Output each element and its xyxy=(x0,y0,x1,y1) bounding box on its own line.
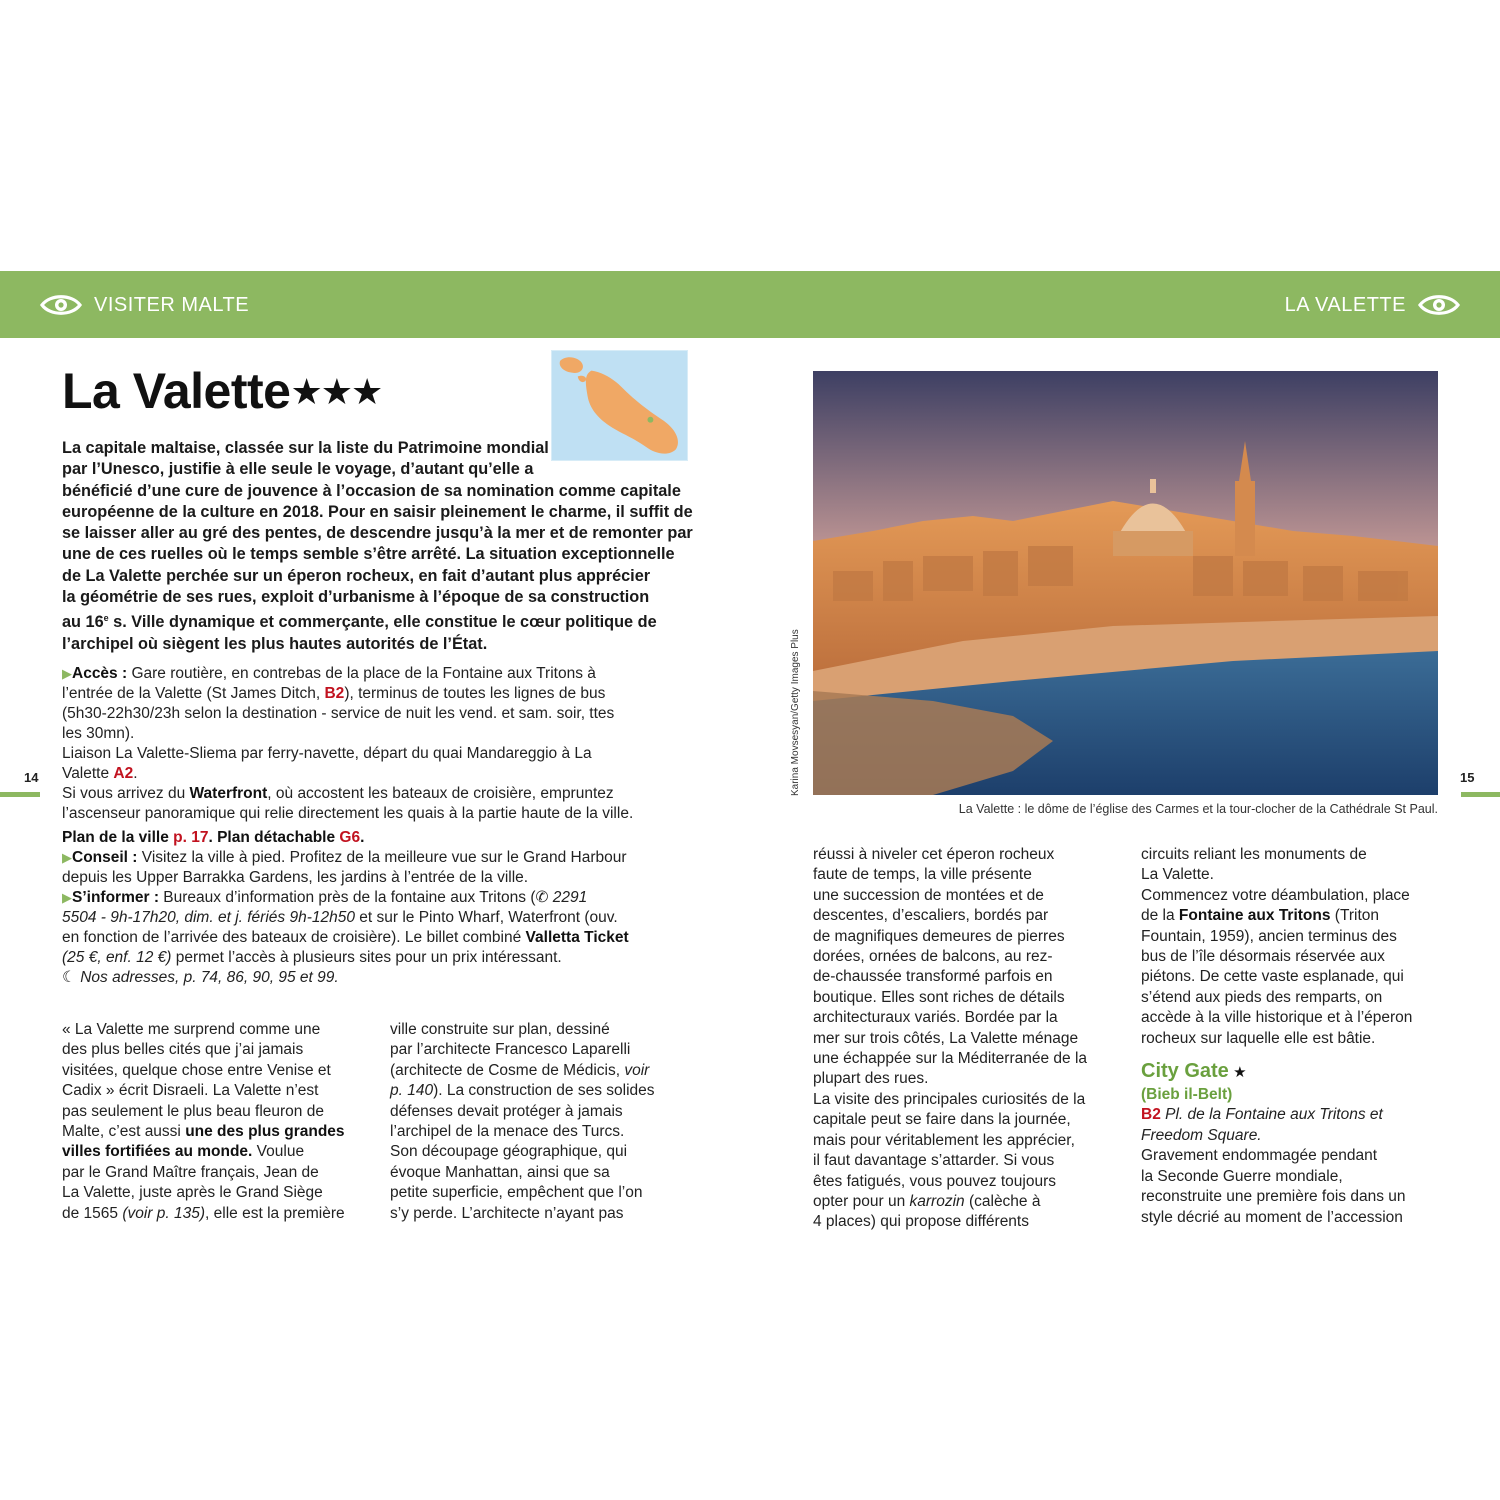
practical-info xyxy=(62,664,692,988)
intro-paragraph xyxy=(62,438,693,655)
ticket-price: (25 €, enf. 12 €) xyxy=(62,949,172,966)
header-band xyxy=(0,271,1500,338)
eye-icon xyxy=(40,293,82,317)
body-line: bus de l’île désormais réservée aux xyxy=(1141,948,1385,966)
body-line: réussi à niveler cet éperon rocheux xyxy=(813,846,1055,863)
city-gate-subtitle: (Bieb il-Belt) xyxy=(1141,1086,1233,1104)
title-text: La Valette xyxy=(62,363,291,419)
body-line: une succession de montées et de xyxy=(813,886,1044,904)
intro-line: une de ces ruelles où le temps semble s’être arrêté. La situation exceptionnelle xyxy=(62,545,675,564)
rating-star: ★ xyxy=(1233,1064,1247,1082)
plan-text: . xyxy=(360,829,365,846)
address-text: Freedom Square. xyxy=(1141,1126,1262,1144)
body-line: l’archipel de la menace des Turcs. xyxy=(390,1123,625,1141)
valletta-photo xyxy=(813,371,1438,795)
acces-text: l’entrée de la Valette (St James Ditch, xyxy=(62,685,325,702)
body-line: s’y perde. L’architecte n’ayant pas xyxy=(390,1204,624,1222)
page-number-right: 15 xyxy=(1460,770,1475,785)
intro-text: au 16 xyxy=(62,613,104,632)
acces-text: Valette xyxy=(62,765,114,782)
body-column-4 xyxy=(1141,845,1446,1228)
body-italic: voir xyxy=(624,1061,650,1079)
body-line: évoque Manhattan, ainsi que sa xyxy=(390,1163,610,1181)
body-line: La Valette, juste après le Grand Siège xyxy=(62,1184,323,1202)
map-reference: G6 xyxy=(339,829,361,846)
valletta-ticket-bold: Valletta Ticket xyxy=(525,929,629,946)
sinformer-label: S’informer : xyxy=(72,889,159,906)
body-line xyxy=(62,1122,362,1142)
arrow-right-icon: ▶ xyxy=(62,850,72,865)
valletta-skyline-image xyxy=(813,371,1438,795)
body-text: opter pour un xyxy=(813,1192,910,1210)
body-bold: villes fortifiées au monde. xyxy=(62,1143,253,1161)
intro-line: de La Valette perchée sur un éperon rocheux, en fait d’autant plus apprécier xyxy=(62,566,651,585)
intro-line: par l’Unesco, justifie à elle seule le voyage, d’autant qu’elle a xyxy=(62,460,534,479)
body-line xyxy=(62,1142,362,1162)
plan-line xyxy=(62,828,692,848)
body-line xyxy=(390,1061,690,1081)
acces-line: (5h30-22h30/23h selon la destination - service de nuit les vend. et sam. soir, ttes xyxy=(62,705,615,722)
acces-text: . xyxy=(133,765,138,782)
body-line: architecturaux variés. Bordée par la xyxy=(813,1009,1058,1027)
body-line: Commencez votre déambulation, place xyxy=(1141,886,1410,904)
plan-text: Plan de la ville xyxy=(62,829,174,846)
intro-line: se laisser aller au gré des pentes, de descendre jusqu’à la mer et de remonter par xyxy=(62,524,693,543)
rating-stars: ★★★ xyxy=(290,371,382,412)
body-line: « La Valette me surprend comme une xyxy=(62,1021,321,1038)
section-header-left xyxy=(40,293,249,317)
body-line xyxy=(62,1204,362,1224)
body-line: rocheux sur laquelle elle est bâtie. xyxy=(1141,1029,1376,1047)
acces-label: Accès : xyxy=(72,665,128,682)
section-label: VISITER MALTE xyxy=(94,293,250,316)
sinformer-text: et sur le Pinto Wharf, Waterfront (ouv. xyxy=(354,909,618,926)
intro-line xyxy=(62,608,690,633)
body-line xyxy=(813,1192,1118,1212)
body-line: style décrié au moment de l’accession xyxy=(1141,1208,1403,1226)
body-line: 4 places) qui propose différents xyxy=(813,1213,1029,1231)
address-line xyxy=(1141,1105,1446,1125)
body-line xyxy=(1141,906,1446,926)
body-line: êtes fatigués, vous pouvez toujours xyxy=(813,1172,1056,1190)
body-line: Fountain, 1959), ancien terminus des xyxy=(1141,927,1397,945)
body-text: Voulue xyxy=(252,1143,305,1161)
body-line: Cadix » écrit Disraeli. La Valette n’est xyxy=(62,1082,319,1100)
chapter-label: LA VALETTE xyxy=(1284,293,1406,316)
opening-hours: 5504 - 9h-17h20, dim. et j. fériés 9h-12h50 xyxy=(62,909,355,926)
body-line: La Valette. xyxy=(1141,866,1214,884)
body-line: des plus belles cités que j’ai jamais xyxy=(62,1041,304,1059)
page-number-left: 14 xyxy=(24,770,39,785)
body-text: de 1565 xyxy=(62,1204,123,1222)
body-line: ville construite sur plan, dessiné xyxy=(390,1021,610,1038)
photo-caption: La Valette : le dôme de l’église des Carmes et la tour-clocher de la Cathédrale St Paul. xyxy=(958,802,1438,816)
map-reference: B2 xyxy=(324,685,345,702)
body-column-2 xyxy=(390,1020,690,1224)
body-column-3 xyxy=(813,845,1118,1233)
addresses-line xyxy=(62,968,692,988)
sinformer-line xyxy=(62,948,692,968)
eye-icon xyxy=(1418,293,1460,317)
plan-text: . Plan détachable xyxy=(208,829,340,846)
body-italic: karrozin xyxy=(909,1192,965,1210)
conseil-text: Visitez la ville à pied. Profitez de la meilleure vue sur le Grand Harbour xyxy=(137,849,627,866)
phone-number: ✆ 2291 xyxy=(535,889,588,906)
body-text: , elle est la première xyxy=(205,1204,345,1222)
body-line: reconstruite une première fois dans un xyxy=(1141,1188,1406,1206)
address-text: Pl. de la Fontaine aux Tritons et xyxy=(1160,1106,1383,1124)
body-line: piétons. De cette vaste esplanade, qui xyxy=(1141,968,1404,986)
acces-text: , où accostent les bateaux de croisière, empruntez xyxy=(267,785,614,802)
acces-line xyxy=(62,764,692,784)
body-line: mer sur trois côtés, La Valette ménage xyxy=(813,1029,1079,1047)
addresses-icon: ☾ xyxy=(62,969,81,986)
intro-text: s. Ville dynamique et commerçante, elle constitue le cœur politique de xyxy=(108,613,657,632)
body-line: visitées, quelque chose entre Venise et xyxy=(62,1061,331,1079)
sinformer-text: en fonction de l’arrivée des bateaux de croisière). Le billet combiné xyxy=(62,929,526,946)
body-line: faute de temps, la ville présente xyxy=(813,866,1032,884)
city-gate-heading xyxy=(1141,1059,1446,1085)
body-line: accède à la ville historique et à l’éperon xyxy=(1141,1009,1413,1027)
body-line: il faut davantage s’attarder. Si vous xyxy=(813,1152,1055,1170)
acces-line xyxy=(62,684,692,704)
intro-line: bénéficié d’une cure de jouvence à l’occasion de sa nomination comme capitale xyxy=(62,481,681,500)
acces-line: l’ascenseur panoramique qui relie directement les quais à la partie haute de la ville. xyxy=(62,805,634,822)
intro-line: La capitale maltaise, classée sur la liste du Patrimoine mondial xyxy=(62,439,549,457)
acces-line: Liaison La Valette-Sliema par ferry-navette, départ du quai Mandareggio à La xyxy=(62,745,592,762)
body-line: boutique. Elles sont riches de détails xyxy=(813,988,1065,1006)
intro-line: européenne de la culture en 2018. Pour en saisir pleinement le charme, il suffit de xyxy=(62,502,693,521)
sinformer-line xyxy=(62,928,692,948)
body-line: par l’architecte Francesco Laparelli xyxy=(390,1041,631,1059)
acces-text: ), terminus de toutes les lignes de bus xyxy=(344,685,606,702)
body-bold: une des plus grandes xyxy=(185,1123,345,1141)
photo-credit: Karina Movsesyan/Getty Images Plus xyxy=(790,629,801,796)
body-line: capitale peut se faire dans la journée, xyxy=(813,1111,1071,1129)
body-line: mais pour véritablement les apprécier, xyxy=(813,1131,1075,1149)
arrow-right-icon: ▶ xyxy=(62,666,72,681)
sinformer-line xyxy=(62,908,692,928)
body-column-1 xyxy=(62,1020,362,1224)
body-line: s’étend aux pieds des remparts, on xyxy=(1141,988,1383,1006)
intro-line: l’archipel où siègent les plus hautes autorités de l’État. xyxy=(62,634,488,653)
body-line: dorées, ornées de balcons, au rez- xyxy=(813,948,1053,966)
map-reference: B2 xyxy=(1141,1106,1161,1124)
body-line: petite superficie, empêchent que l’on xyxy=(390,1184,643,1202)
body-line: de-chaussée transformé parfois en xyxy=(813,968,1053,986)
body-line: une échappée sur la Méditerranée de la xyxy=(813,1050,1088,1068)
intro-line: la géométrie de ses rues, exploit d’urbanisme à l’époque de sa construction xyxy=(62,588,650,607)
body-italic: (voir p. 135) xyxy=(122,1204,206,1222)
body-line: par le Grand Maître français, Jean de xyxy=(62,1163,319,1181)
conseil-line: depuis les Upper Barrakka Gardens, les jardins à l’entrée de la ville. xyxy=(62,869,529,886)
body-text: ). La construction de ses solides xyxy=(433,1082,655,1100)
body-text: (architecte de Cosme de Médicis, xyxy=(390,1061,625,1079)
page-tab-left xyxy=(0,792,40,797)
conseil-label: Conseil : xyxy=(72,849,138,866)
addresses-text: Nos adresses, p. 74, 86, 90, 95 et 99. xyxy=(80,969,339,986)
acces-line: les 30mn). xyxy=(62,725,135,742)
acces-line xyxy=(62,664,692,684)
body-text: (calèche à xyxy=(964,1192,1041,1210)
acces-line xyxy=(62,784,692,804)
body-text: Malte, c’est aussi xyxy=(62,1123,186,1141)
superscript: e xyxy=(103,613,109,624)
sinformer-text: permet l’accès à plusieurs sites pour un prix intéressant. xyxy=(171,949,562,966)
sinformer-text: Bureaux d’information près de la fontaine aux Tritons ( xyxy=(158,889,536,906)
address-line xyxy=(1141,1126,1446,1146)
body-line: de magnifiques demeures de pierres xyxy=(813,927,1065,945)
page-reference: p. 17 xyxy=(173,829,209,846)
page-tab-right xyxy=(1461,792,1500,797)
waterfront-bold: Waterfront xyxy=(189,785,268,802)
page-title xyxy=(62,362,381,420)
body-text: de la xyxy=(1141,907,1179,925)
body-line xyxy=(390,1081,690,1101)
body-line: circuits reliant les monuments de xyxy=(1141,846,1367,863)
acces-text: Si vous arrivez du xyxy=(62,785,190,802)
body-line: pas seulement le plus beau fleuron de xyxy=(62,1102,324,1120)
section-header-right xyxy=(1285,293,1460,317)
body-bold: Fontaine aux Tritons xyxy=(1178,907,1331,925)
body-line: la Seconde Guerre mondiale, xyxy=(1141,1167,1343,1185)
conseil-line xyxy=(62,848,692,868)
body-text: (Triton xyxy=(1330,907,1380,925)
body-line: Gravement endommagée pendant xyxy=(1141,1147,1378,1165)
body-line: défenses devait protéger à jamais xyxy=(390,1102,623,1120)
map-reference: A2 xyxy=(113,765,134,782)
arrow-right-icon: ▶ xyxy=(62,890,72,905)
body-line: La visite des principales curiosités de la xyxy=(813,1090,1086,1108)
body-line: plupart des rues. xyxy=(813,1070,929,1088)
city-gate-title: City Gate xyxy=(1141,1060,1229,1083)
body-line: descentes, d’escaliers, bordés par xyxy=(813,907,1049,925)
acces-text: Gare routière, en contrebas de la place de la Fontaine aux Tritons à xyxy=(127,665,596,682)
body-italic: p. 140 xyxy=(390,1082,434,1100)
sinformer-line xyxy=(62,888,692,908)
body-line: Son découpage géographique, qui xyxy=(390,1143,628,1161)
